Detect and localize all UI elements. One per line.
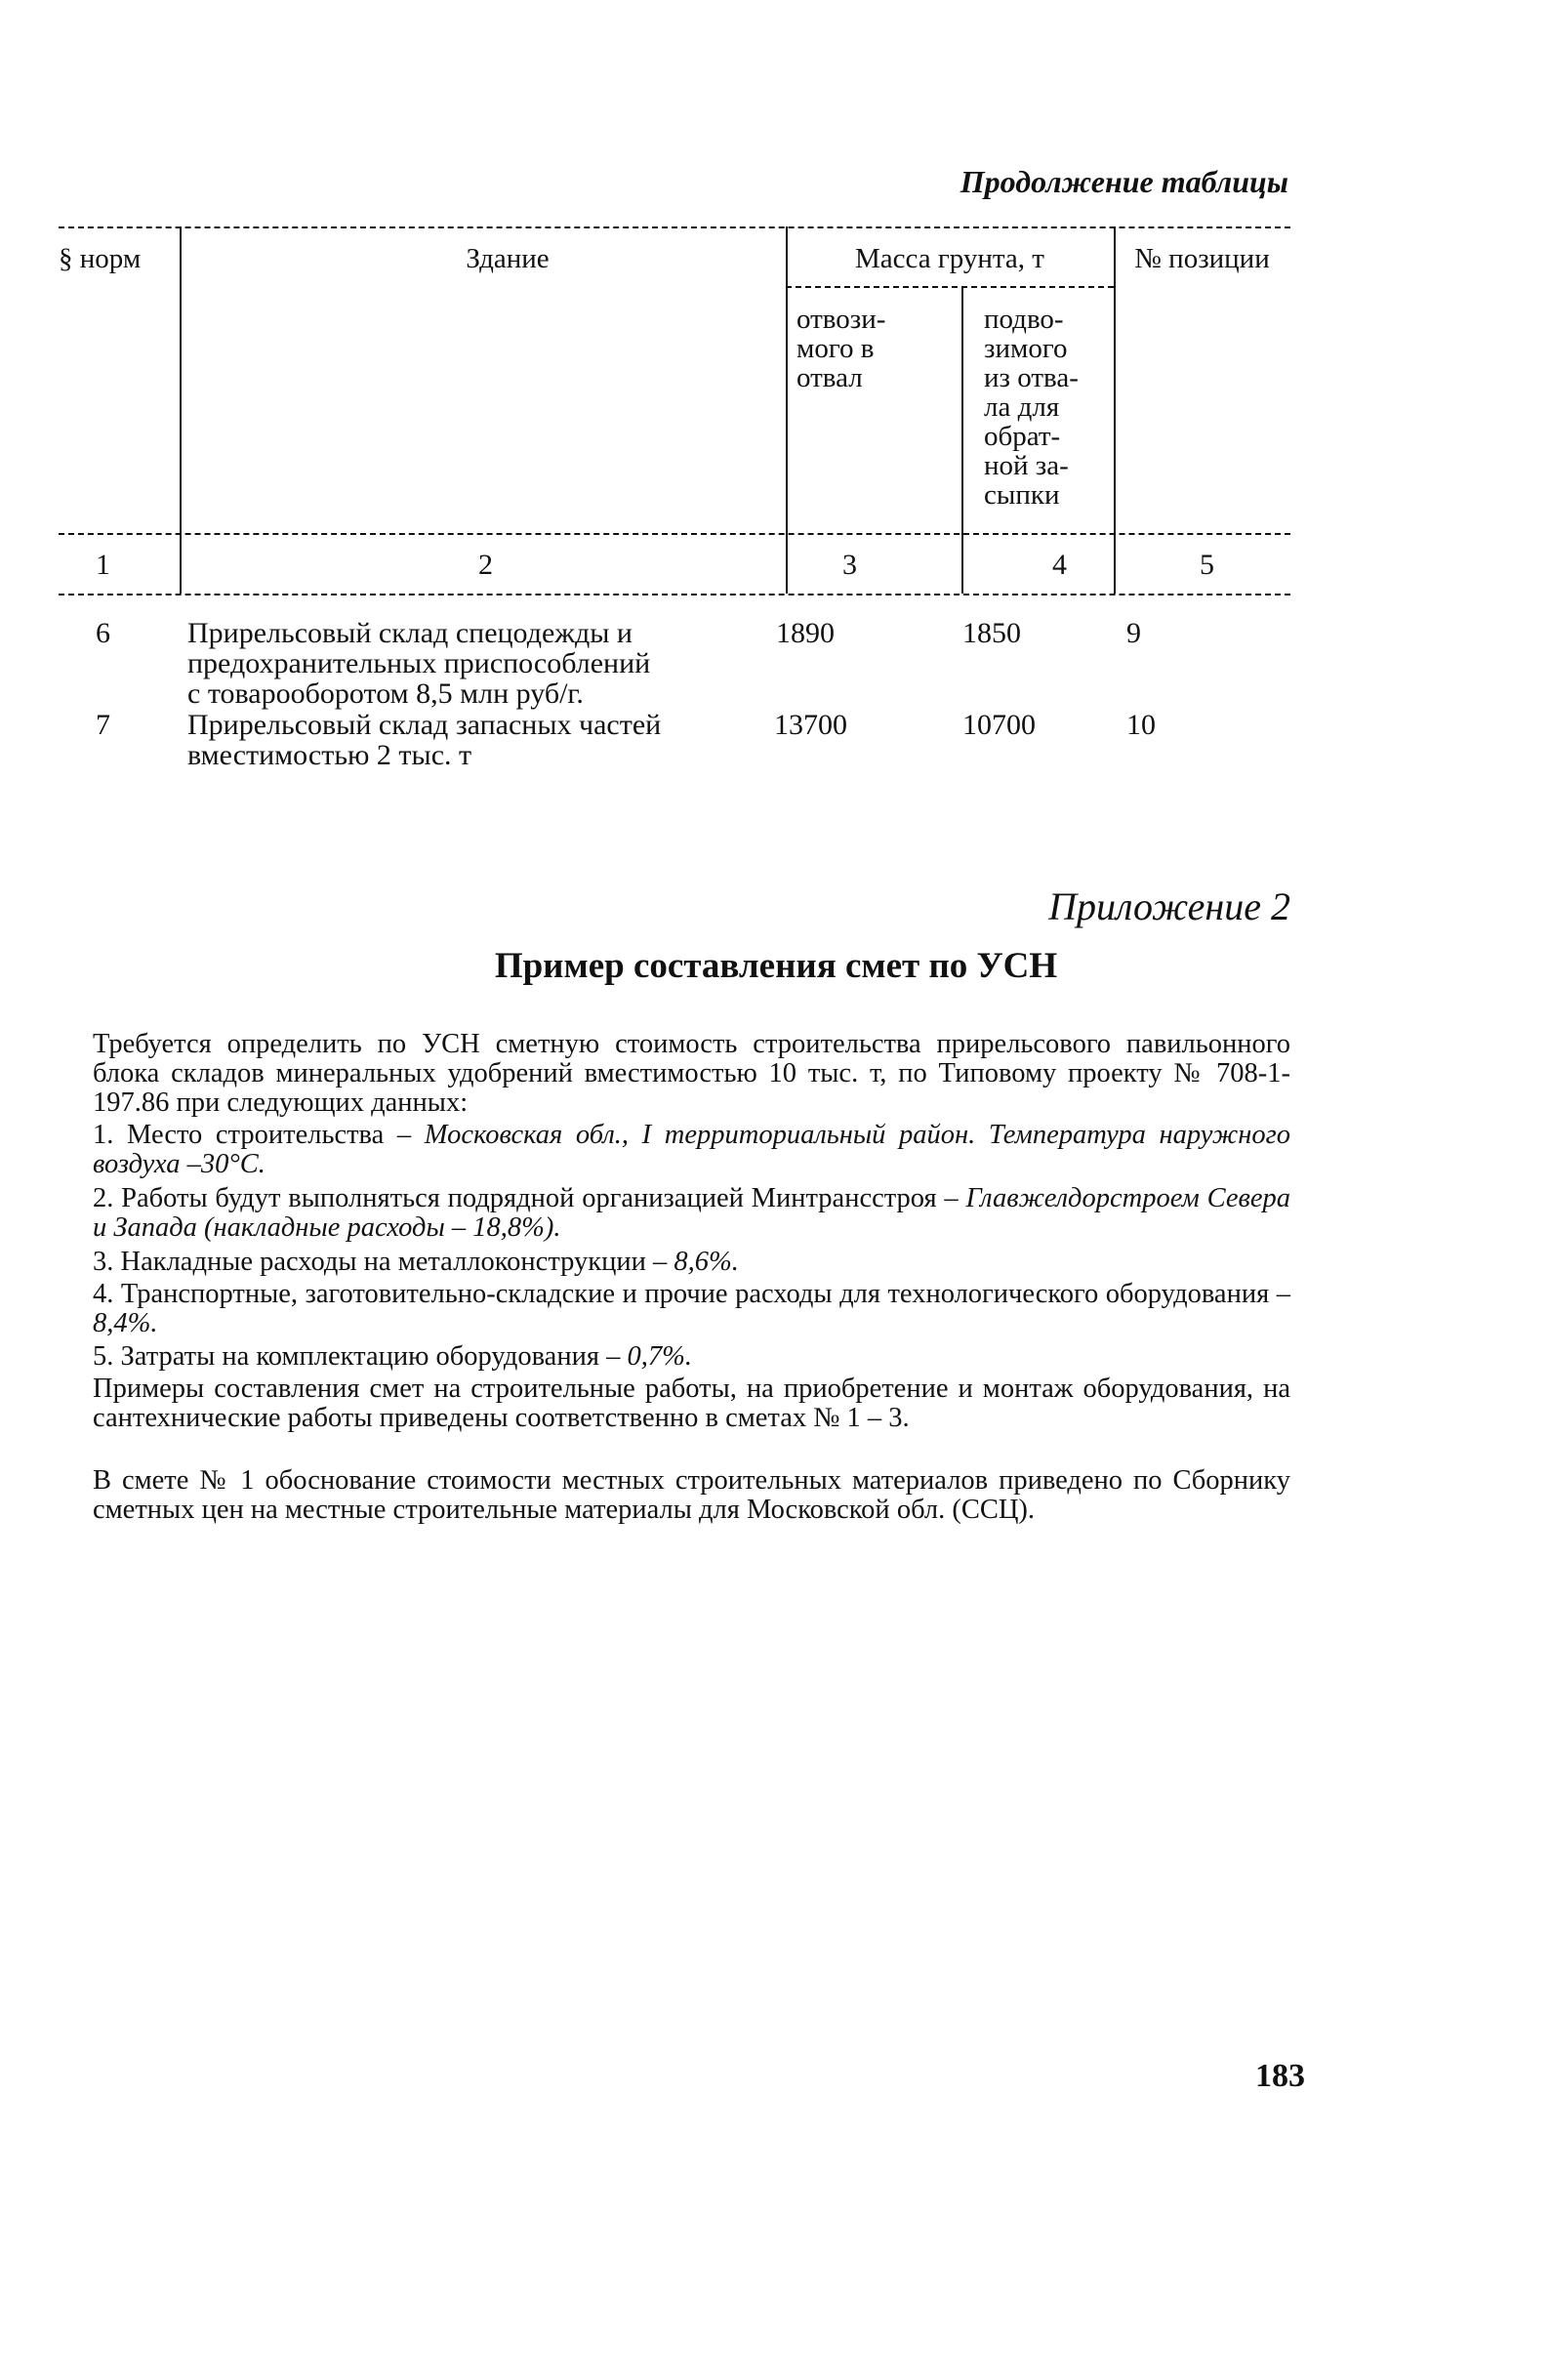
column-number-4: 4	[1052, 549, 1067, 581]
column-divider-2	[786, 226, 788, 594]
table-row-taken: 1890	[776, 617, 835, 649]
table-row-norm: 6	[96, 617, 110, 649]
table-row-building: Прирельсовый склад запасных частей вместимостью 2 тыс. т	[187, 709, 662, 771]
smeta-paragraph: В смете № 1 обоснование стоимости местных строительных материалов приведено по Сборнику сметных цен на местные строительные материалы для Московской обл. (ССЦ).	[93, 1465, 1290, 1525]
column-divider-1	[180, 226, 182, 594]
intro-paragraph: Требуется определить по УСН сметную стоимость строительства прирельсового павильонного блока складов минеральных удобрений вместимостью 10 тыс. т, по Типовому проекту № 708-1-197.86 при следующих данных:	[93, 1029, 1290, 1118]
page-number: 183	[1255, 2058, 1305, 2094]
column-number-2: 2	[478, 549, 493, 581]
table-row-position: 9	[1126, 617, 1141, 649]
header-mass-brought: подво- зимого из отва- ла для обрат- ной за- сыпки	[984, 304, 1079, 511]
list-item: 4. Транспортные, заготовительно-складские и прочие расходы для технологического оборудования – 8,4%.	[93, 1279, 1290, 1338]
section-title: Пример составления смет по УСН	[494, 946, 1058, 986]
table-row-position: 10	[1126, 709, 1156, 741]
table-row-brought: 10700	[962, 709, 1036, 741]
column-number-3: 3	[842, 549, 857, 581]
list-item: 3. Накладные расходы на металлоконструкции – 8,6%.	[93, 1247, 739, 1277]
column-divider-3	[961, 286, 963, 594]
header-mass: Масса грунта, т	[855, 243, 1044, 274]
list-item: 5. Затраты на комплектацию оборудования – 0,7%.	[93, 1341, 692, 1372]
table-row-norm: 7	[96, 709, 110, 741]
continuation-label: Продолжение таблицы	[960, 164, 1288, 199]
column-number-1: 1	[96, 549, 110, 581]
header-building: Здание	[466, 243, 550, 274]
header-mass-taken: отвози- мого в отвал	[796, 304, 886, 393]
examples-paragraph: Примеры составления смет на строительные работы, на приобретение и монтаж оборудования, на сантехнические работы приведены соответственно в сметах № 1 – 3.	[93, 1374, 1290, 1433]
table-row-taken: 13700	[774, 709, 847, 741]
header-bottom-rule	[59, 533, 1290, 535]
column-number-5: 5	[1200, 549, 1214, 581]
list-item: 2. Работы будут выполняться подрядной организацией Минтрансстроя – Главжелдорстроем Севера и Запада (накладные расходы – 18,8%).	[93, 1183, 1291, 1243]
column-divider-4	[1114, 226, 1116, 594]
appendix-label: Приложение 2	[1048, 884, 1290, 928]
table-row-brought: 1850	[962, 617, 1021, 649]
mass-subheader-rule	[786, 286, 1114, 288]
table-top-rule	[59, 226, 1290, 228]
header-norm: § норм	[59, 243, 142, 274]
number-row-bottom-rule	[59, 594, 1290, 595]
header-position: № позиции	[1134, 243, 1270, 274]
table-row-building: Прирельсовый склад спецодежды и предохранительных приспособлений с товарооборотом 8,5 млн руб/г.	[187, 617, 651, 710]
list-item: 1. Место строительства – Московская обл., I территориальный район. Температура наружного воздуха –30°С.	[93, 1120, 1291, 1179]
